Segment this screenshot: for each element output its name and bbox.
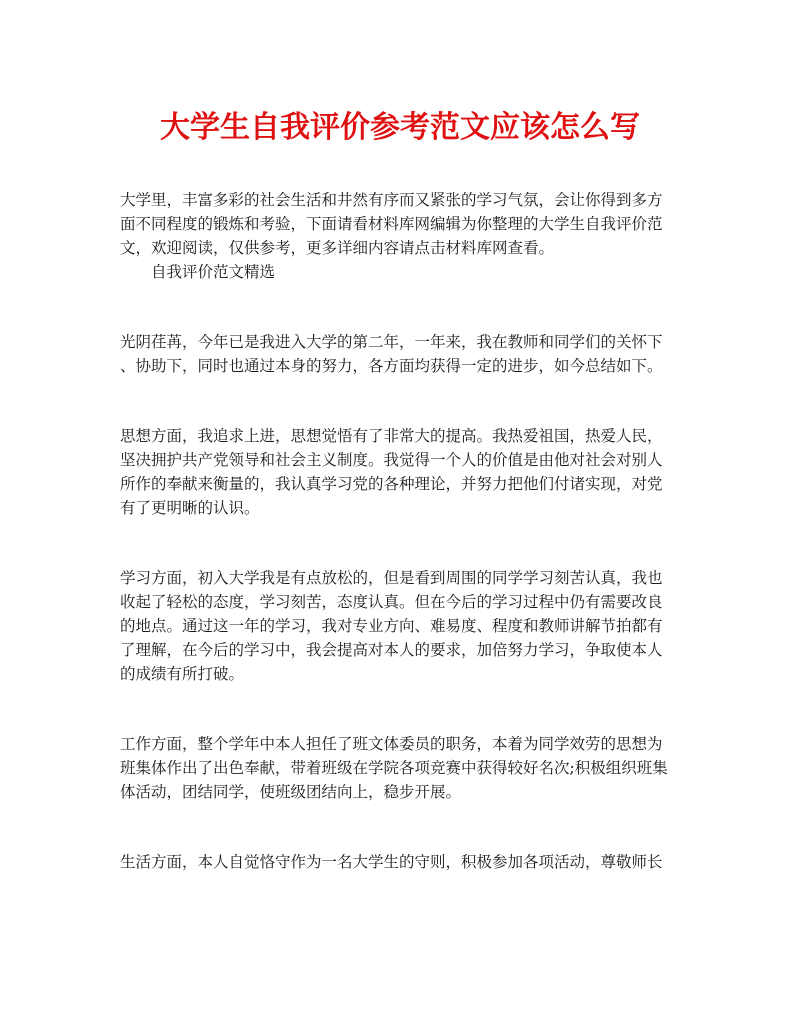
text-line: 了理解，在今后的学习中，我会提高对本人的要求，加倍努力学习，争取使本人 <box>120 641 663 659</box>
paragraph-spacer <box>120 284 680 330</box>
paragraph-spacer <box>120 520 680 566</box>
body-paragraph <box>120 330 680 378</box>
paragraph-spacer <box>120 686 680 732</box>
text-line: 坚决拥护共产党领导和社会主义制度。我觉得一个人的价值是由他对社会对别人 <box>120 451 663 469</box>
body-paragraph <box>120 850 680 874</box>
text-line: 生活方面，本人自觉恪守作为一名大学生的守则，积极参加各项活动，尊敬师长 <box>120 853 663 871</box>
text-line: 大学里，丰富多彩的社会生活和井然有序而又紧张的学习气氛，会让你得到多方 <box>120 191 663 209</box>
text-line: 有了更明晰的认识。 <box>120 499 260 517</box>
subheading-text: 自我评价范文精选 <box>151 263 276 281</box>
paragraph-spacer <box>120 378 680 424</box>
text-line: 思想方面，我追求上进，思想觉悟有了非常大的提高。我热爱祖国，热爱人民， <box>120 427 663 445</box>
body-paragraph <box>120 732 680 804</box>
text-line: 班集体作出了出色奉献，带着班级在学院各项竞赛中获得较好名次;积极组织班集 <box>120 759 668 777</box>
body-paragraph <box>120 566 680 686</box>
text-line: 工作方面，整个学年中本人担任了班文体委员的职务，本着为同学效劳的思想为 <box>120 735 663 753</box>
document-title: 大学生自我评价参考范文应该怎么写 <box>160 110 640 145</box>
text-line: 的地点。通过这一年的学习，我对专业方向、难易度、程度和教师讲解节拍都有 <box>120 617 663 635</box>
text-line: 光阴荏苒，今年已是我进入大学的第二年，一年来，我在教师和同学们的关怀下 <box>120 333 663 351</box>
paragraph-spacer <box>120 804 680 850</box>
body-paragraph <box>120 424 680 520</box>
text-line: 的成绩有所打破。 <box>120 665 245 683</box>
intro-paragraph <box>120 188 680 260</box>
text-line: 体活动，团结同学，使班级团结向上，稳步开展。 <box>120 783 462 801</box>
text-line: 文，欢迎阅读，仅供参考，更多详细内容请点击材料库网查看。 <box>120 239 555 257</box>
section-subheading <box>120 260 680 284</box>
document-body <box>120 188 680 874</box>
text-line: 学习方面，初入大学我是有点放松的，但是看到周围的同学学习刻苦认真，我也 <box>120 569 663 587</box>
text-line: 、协助下，同时也通过本身的努力，各方面均获得一定的进步，如今总结如下。 <box>120 357 663 375</box>
text-line: 面不同程度的锻炼和考验，下面请看材料库网编辑为你整理的大学生自我评价范 <box>120 215 663 233</box>
text-line: 收起了轻松的态度，学习刻苦，态度认真。但在今后的学习过程中仍有需要改良 <box>120 593 663 611</box>
text-line: 所作的奉献来衡量的，我认真学习党的各种理论，并努力把他们付诸实现，对党 <box>120 475 663 493</box>
